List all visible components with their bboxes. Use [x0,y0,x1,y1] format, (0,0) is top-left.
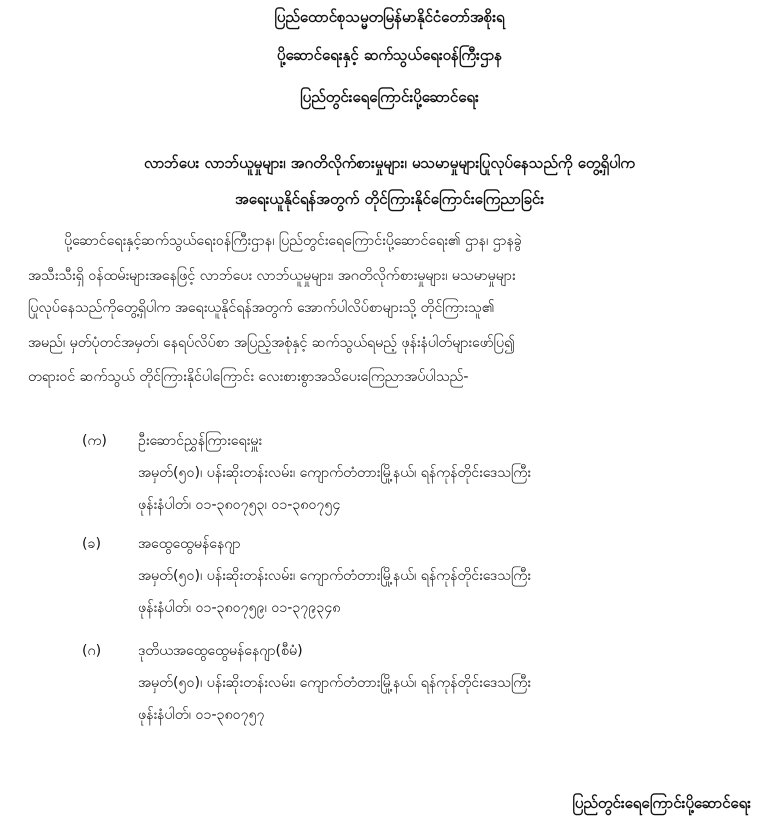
announcement-title-line-2: အရေးယူနိုင်ရန်အတွက် တိုင်ကြားနိုင်ကြောင်းကြေညာခြင်း [234,190,545,208]
body-line: ပြုလုပ်နေသည်ကိုတွေ့ရှိပါက အရေးယူနိုင်ရန်အတွက် အောက်ပါလိပ်စာများသို့ တိုင်ကြားသူ၏ [28,300,495,316]
contact-title: ဒုတိယအထွေထွေမန်နေဂျာ(စီမံ) [138,643,303,659]
contact-title: အထွေထွေမန်နေဂျာ [138,536,241,552]
announcement-title-line-1: လာဘ်ပေး လာဘ်ယူမှုများ၊ အဂတိလိုက်စားမှုများ၊ မသမာမှုများပြုလုပ်နေသည်ကို တွေ့ရှိပါက [144,154,635,172]
contact-address: အမှတ်(၅၀)၊ ပန်းဆိုးတန်းလမ်း၊ ကျောက်တံတားမြို့နယ်၊ ရန်ကုန်တိုင်းဒေသကြီး [138,675,531,691]
body-line: တရားဝင် ဆက်သွယ် တိုင်ကြားနိုင်ပါကြောင်း လေးစားစွာအသိပေးကြေညာအပ်ပါသည်- [28,369,469,385]
item-marker: (က) [82,433,107,449]
contact-title: ဦးဆောင်ညွှန်ကြားရေးမှူး [138,433,262,449]
government-heading: ပြည်ထောင်စုသမ္မတမြန်မာနိုင်ငံတော်အစိုးရ [274,8,505,26]
item-marker: (ခ) [82,536,102,552]
body-line: အမည်၊ မှတ်ပုံတင်အမှတ်၊ နေရပ်လိပ်စာ အပြည့်အစုံနှင့် ဆက်သွယ်ရမည့် ဖုန်းနံပါတ်များဖော်ပြ၍ [28,335,515,351]
body-line: ပို့ဆောင်ရေးနှင့်ဆက်သွယ်ရေးဝန်ကြီးဌာန၊ ပြည်တွင်းရေကြောင်းပို့ဆောင်ရေး၏ ဌာန၊ ဌာနခွဲ [64,233,522,249]
item-marker: (ဂ) [82,643,102,659]
contact-address: အမှတ်(၅၀)၊ ပန်းဆိုးတန်းလမ်း၊ ကျောက်တံတားမြို့နယ်၊ ရန်ကုန်တိုင်းဒေသကြီး [138,568,531,584]
contact-phone: ဖုန်းနံပါတ်၊ ၀၁-၃၈၀၇၅၇ [138,707,265,723]
contact-address: အမှတ်(၅၀)၊ ပန်းဆိုးတန်းလမ်း၊ ကျောက်တံတားမြို့နယ်၊ ရန်ကုန်တိုင်းဒေသကြီး [138,465,531,481]
body-line: အသီးသီးရှိ ဝန်ထမ်းများအနေဖြင့် လာဘ်ပေး လာဘ်ယူမှုများ၊ အဂတိလိုက်စားမှုများ၊ မသမာမှုများ [28,268,516,284]
signature-department: ပြည်တွင်းရေကြောင်းပို့ဆောင်ရေး [572,794,751,812]
contact-phone: ဖုန်းနံပါတ်၊ ၀၁-၃၈၀၇၅၉၊ ၀၁-၃၇၉၃၄၈ [138,600,341,616]
department-heading: ပြည်တွင်းရေကြောင်းပို့ဆောင်ရေး [300,88,479,106]
ministry-heading: ပို့ဆောင်ရေးနှင့် ဆက်သွယ်ရေးဝန်ကြီးဌာန [276,46,503,64]
contact-phone: ဖုန်းနံပါတ်၊ ၀၁-၃၈၀၇၅၃၊ ၀၁-၃၈၀၇၅၄ [138,497,341,513]
